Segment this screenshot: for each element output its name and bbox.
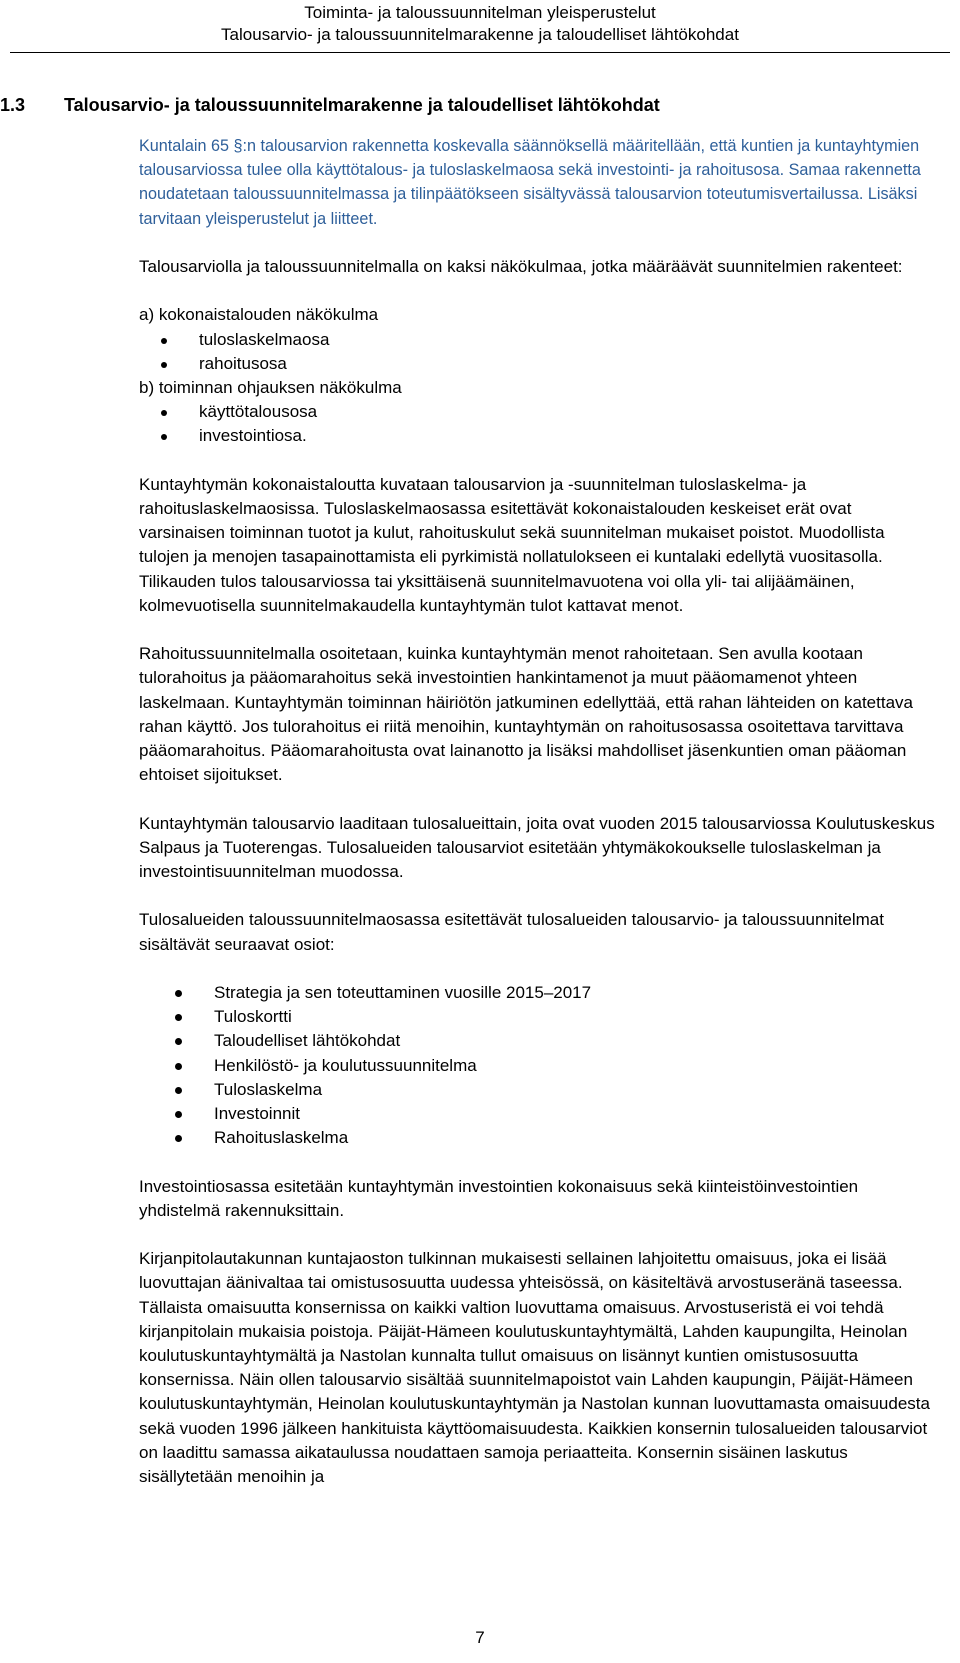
header-line-2: Talousarvio- ja taloussuunnitelmarakenne ja taloudelliset lähtökohdat <box>221 25 739 44</box>
list-item: tuloslaskelmaosa <box>139 328 939 352</box>
perspective-a-list <box>139 328 939 376</box>
spacer <box>139 449 939 473</box>
list-item: investointiosa. <box>139 424 939 448</box>
section-number: 1.3 <box>0 95 26 115</box>
list-item: Tuloslaskelma <box>139 1078 939 1102</box>
list-item: Henkilöstö- ja koulutussuunnitelma <box>139 1054 939 1078</box>
spacer <box>139 279 939 303</box>
intro-part-2: Lisäksi tarvitaan yleisperustelut ja liitteet. <box>139 185 918 228</box>
list-item: käyttötalousosa <box>139 400 939 424</box>
header-rule <box>10 52 950 53</box>
document-body <box>139 134 939 1513</box>
paragraph-investointi: Investointiosassa esitetään kuntayhtymän investointien kokonaisuus sekä kiinteistöinvestointien yhdistelmä rakennuksittain. <box>139 1176 859 1220</box>
osiot-list <box>139 981 939 1150</box>
paragraph-kirjanpito: Kirjanpitolautakunnan kuntajaoston tulkinnan mukaisesti sellainen lahjoitettu omaisuus, joka ei lisää luovuttajan äänivaltaa tai omistusosuutta uudessa yhteisössä, on käsiteltävä arvostuseränä taseessa. Tällaista omaisuutta konsernissa on kaikki valtion luovuttama omaisuus. Arvostuseristä ei voi tehdä kirjanpitolain mukaisia poistoja. Päijät-Hämeen koulutuskuntayhtymältä, Lahden kaupungilta, Heinolan koulutuskuntayhtymältä ja Nastolan kunnalta tullut omaisuus on lisännyt kuntien omistusosuutta konsernissa. Näin ollen talousarvio sisältää suunnitelmapoistot vain Lahden kaupungin, Päijät-Hämeen koulutuskuntayhtymän, Heinolan koulutuskuntayhtymän ja Nastolan kunnan luovuttamasta omaisuudesta sekä vuoden 1996 jälkeen hankituista käyttöomaisuudesta. Kaikkien konsernin tulosalueiden talousarviot on laadittu samassa aikataulussa noudattaen samoja periaatteita. Konsernin sisäinen laskutus sisällytetään menoihin ja <box>139 1249 930 1487</box>
list-item: Rahoituslaskelma <box>139 1126 939 1150</box>
paragraph-osiot-intro: Tulosalueiden taloussuunnitelmaosassa esitettävät tulosalueiden talousarvio- ja taloussuunnitelmat sisältävät seuraavat osiot: <box>139 910 884 954</box>
perspective-a-label: a) kokonaistalouden näkökulma <box>139 305 379 325</box>
perspective-b-label: b) toiminnan ohjauksen näkökulma <box>139 378 402 397</box>
paragraph-tulosalueet: Kuntayhtymän talousarvio laaditaan tulosalueittain, joita ovat vuoden 2015 talousarviossa Koulutuskeskus Salpaus ja Tuoterengas. Tulosalueiden talousarviot esitetään yhtymäkokoukselle tuloslaskelman ja investointisuunnitelman muodossa. <box>139 813 935 882</box>
perspectives-intro: Talousarviolla ja taloussuunnitelmalla on kaksi näkökulmaa, jotka määräävät suunnitelmien rakenteet: <box>139 257 903 276</box>
section-title: Talousarvio- ja taloussuunnitelmarakenne ja taloudelliset lähtökohdat <box>64 95 660 115</box>
intro-part-1: Kuntalain 65 §:n talousarvion rakennetta koskevalla säännöksellä määritellään, että kuntien ja kuntayhtymien talousarviossa tulee olla käyttötalous- ja tuloslaskelmaosa sekä investointi- ja rahoitusosa. Samaa rakennetta noudatetaan taloussuunnitelmassa ja tilinpäätökseen sisältyvässä talousarvion toteutumisvertailussa. <box>139 137 921 204</box>
page-number: 7 <box>475 1628 485 1647</box>
paragraph-kokonaistalous: Kuntayhtymän kokonaistaloutta kuvataan talousarvion ja -suunnitelman tuloslaskelma- ja rahoituslaskelmaosissa. Tuloslaskelmaosassa esitettävät kokonaistalouden keskeiset erät ovat varsinaisen toiminnan tuotot ja kulut, rahoituskulut sekä suunnitelman mukaiset poistot. Muodollista tulojen ja menojen tasapainottamista eli pyrkimistä nollatulokseen ei kuntalaki edellytä vuositasolla. Tilikauden tulos talousarviossa tai yksittäisenä suunnitelmavuotena voi olla yli- tai alijäämäinen, kolmevuotisella suunnitelmakaudella kuntayhtymän tulot kattavat menot. <box>139 474 885 615</box>
paragraph-rahoitus: Rahoitussuunnitelmalla osoitetaan, kuinka kuntayhtymän menot rahoitetaan. Sen avulla kootaan tulorahoitus ja pääomarahoitus sekä investointien hankintamenot ja muut pääomamenot yhteen laskelmaan. Kuntayhtymän toiminnan häiriötön jatkuminen edellyttää, että rahan lähteiden on katettava rahan käyttö. Jos tulorahoitus ei riitä menoihin, kuntayhtymän on rahoitusosassa osoitettava tarvittava pääomarahoitus. Pääomarahoitusta ovat lainanotto ja lisäksi mahdolliset jäsenkuntien oman pääoman ehtoiset sijoitukset. <box>139 644 913 785</box>
page-header <box>0 0 960 46</box>
list-item: Tuloskortti <box>139 1005 939 1029</box>
perspective-b-list <box>139 400 939 448</box>
list-item: Investoinnit <box>139 1102 939 1126</box>
list-item: Taloudelliset lähtökohdat <box>139 1029 939 1053</box>
list-item: Strategia ja sen toteuttaminen vuosille 2015–2017 <box>139 981 939 1005</box>
intro-paragraph <box>139 134 939 231</box>
list-item: rahoitusosa <box>139 352 939 376</box>
header-line-1: Toiminta- ja taloussuunnitelman yleisperustelut <box>304 3 656 22</box>
